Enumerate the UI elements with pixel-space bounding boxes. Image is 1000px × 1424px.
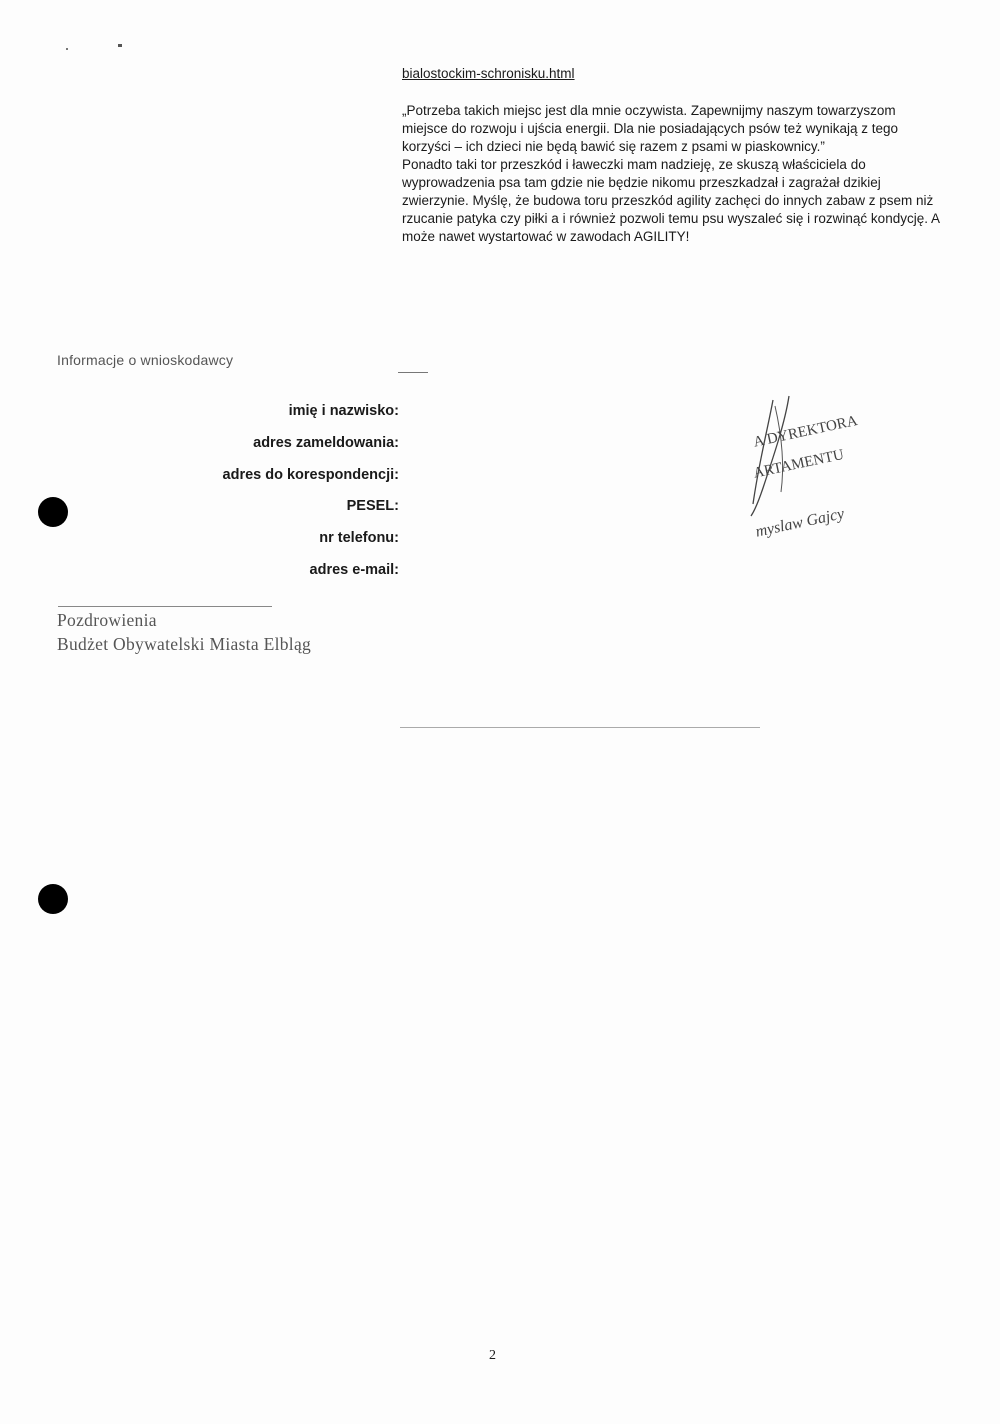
divider-rule bbox=[400, 727, 760, 728]
closing-rule bbox=[58, 606, 272, 607]
closing-sender: Budżet Obywatelski Miasta Elbląg bbox=[57, 634, 312, 654]
divider-mark bbox=[398, 372, 428, 373]
page-number: 2 bbox=[489, 1348, 496, 1363]
source-link[interactable]: bialostockim-schronisku.html bbox=[402, 66, 575, 81]
quote-paragraph: „Potrzeba takich miejsc jest dla mnie oczywista. Zapewnijmy naszym towarzyszom miejsce do rozwoju i ujścia energii. Dla nie posiadających psów też wynikają z tego korzyści – ich dzieci nie będą bawić się razem z psami w piaskownicy.” bbox=[402, 103, 898, 154]
field-label-email: adres e-mail: bbox=[309, 562, 399, 578]
closing-greeting: Pozdrowienia bbox=[57, 610, 157, 630]
stamp-line-1: A DYREKTORA bbox=[752, 412, 859, 451]
punch-hole bbox=[38, 884, 68, 914]
field-label-pesel: PESEL: bbox=[346, 498, 399, 514]
scan-mark bbox=[66, 48, 68, 50]
scan-mark bbox=[118, 44, 122, 47]
proposal-text bbox=[402, 102, 942, 246]
field-label-registered-address: adres zameldowania: bbox=[253, 435, 399, 451]
justification-paragraph: Ponadto taki tor przeszkód i ławeczki mam nadzieję, ze skuszą właściciela do wyprowadzenia psa tam gdzie nie będzie nikomu przeszkadzał i zagrażał dzikiej zwierzynie. Myślę, że budowa toru przeszkód agility zachęci do innych zabaw z psem niż rzucanie patyka czy piłki a i również pozwoli temu psu wyszaleć się i rozwinąć kondycję. A może nawet wystartować w zawodach AGILITY! bbox=[402, 157, 940, 244]
field-label-name: imię i nazwisko: bbox=[288, 403, 399, 419]
stamp-signature-name: myslaw Gajcy bbox=[754, 505, 846, 541]
stamp-line-2: ARTAMENTU bbox=[752, 446, 846, 482]
punch-hole bbox=[38, 497, 68, 527]
field-label-phone: nr telefonu: bbox=[319, 530, 399, 546]
field-label-correspondence-address: adres do korespondencji: bbox=[222, 467, 399, 483]
applicant-info-heading: Informacje o wnioskodawcy bbox=[57, 352, 234, 368]
